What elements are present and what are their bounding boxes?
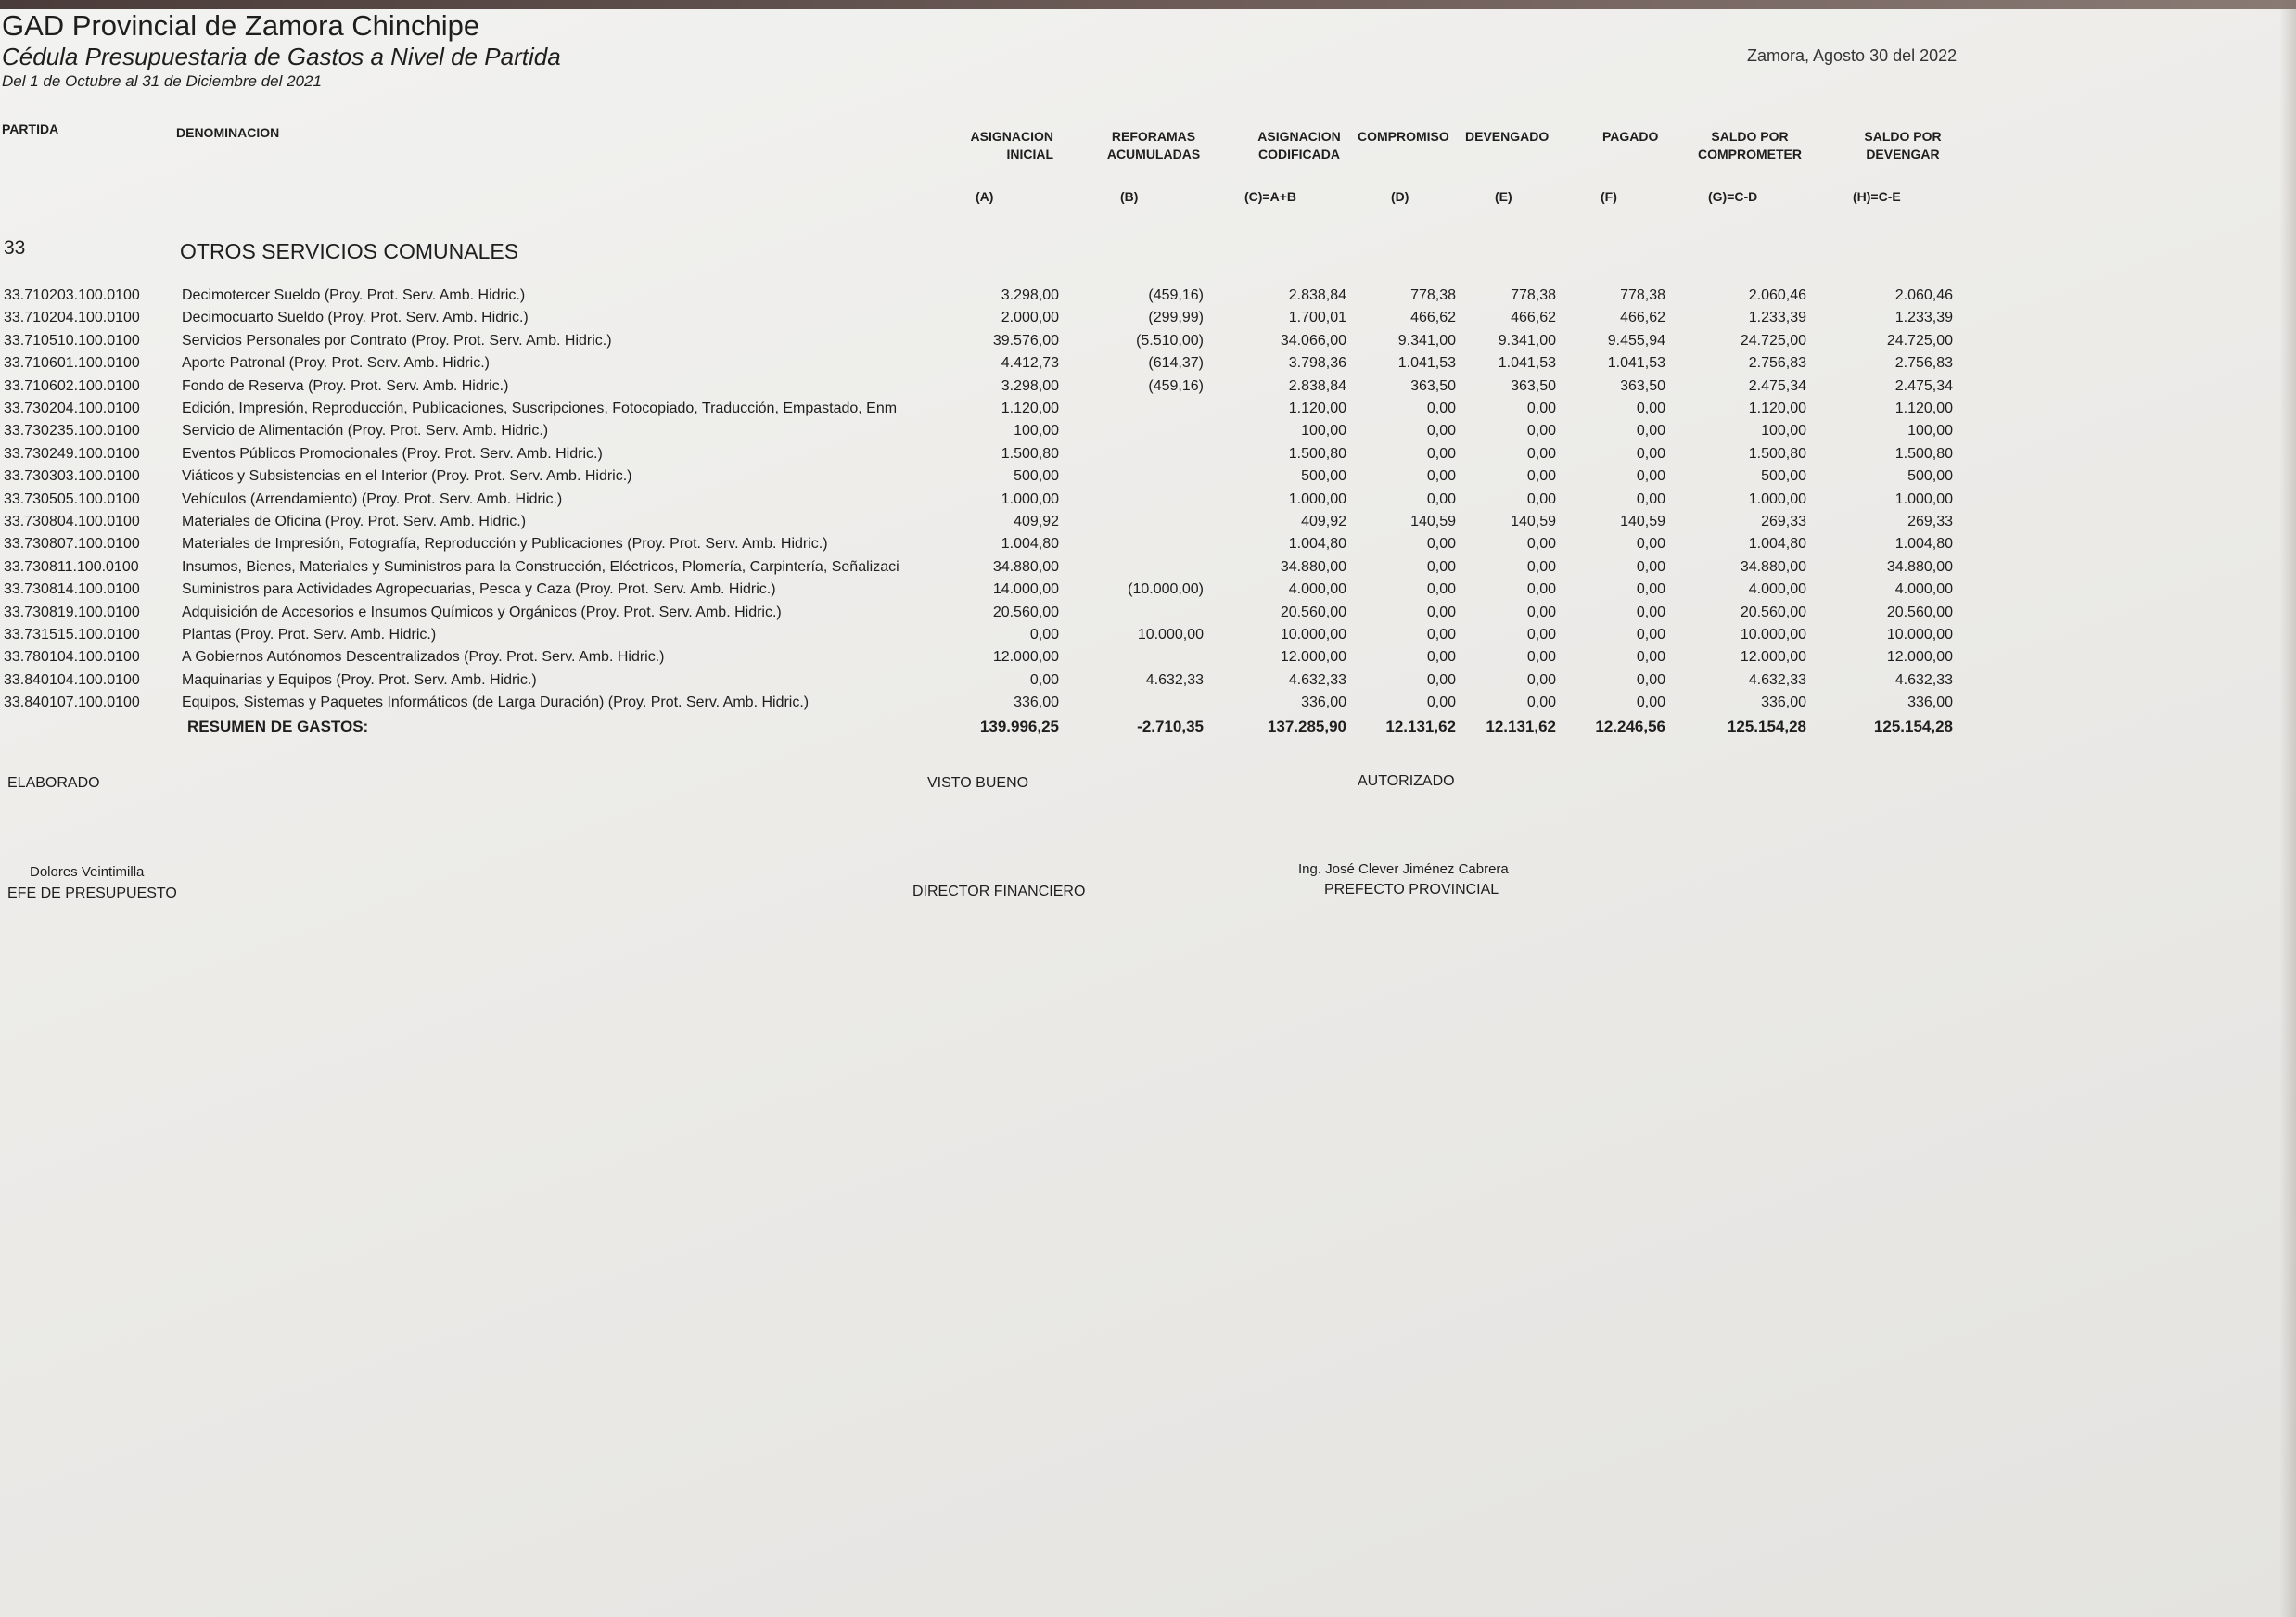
- amount-g: 4.000,00: [1748, 581, 1806, 598]
- amount-c: 500,00: [1301, 468, 1346, 485]
- autorizado-signer-name: Ing. José Clever Jiménez Cabrera: [1298, 861, 1509, 877]
- amount-b: (299,99): [1148, 310, 1204, 326]
- amount-f: 0,00: [1636, 445, 1665, 462]
- table-row: [0, 559, 2040, 581]
- col-b-code: (B): [1120, 189, 1139, 204]
- total-d: 12.131,62: [1385, 718, 1456, 735]
- partida-code: 33.710601.100.0100: [4, 355, 140, 372]
- amount-f: 0,00: [1636, 558, 1665, 575]
- denominacion-cell: Materiales de Oficina (Proy. Prot. Serv. Amb. Hidric.): [182, 514, 527, 529]
- amount-b: 10.000,00: [1137, 627, 1204, 643]
- table-row: [0, 355, 2040, 377]
- amount-g: 12.000,00: [1740, 649, 1806, 666]
- amount-g: 24.725,00: [1740, 332, 1806, 349]
- amount-a: 14.000,00: [992, 581, 1059, 598]
- amount-d: 0,00: [1426, 671, 1456, 688]
- amount-g: 34.880,00: [1740, 558, 1806, 575]
- partida-code: 33.731515.100.0100: [4, 627, 140, 643]
- denominacion-cell: Servicios Personales por Contrato (Proy. Prot. Serv. Amb. Hidric.): [182, 332, 612, 349]
- table-row: [0, 649, 2040, 671]
- col-c-code: (C)=A+B: [1244, 189, 1297, 204]
- amount-g: 336,00: [1761, 694, 1806, 711]
- visto-bueno-label: VISTO BUENO: [927, 775, 1029, 791]
- amount-d: 0,00: [1426, 423, 1456, 439]
- elaborado-signer-role: EFE DE PRESUPUESTO: [7, 885, 177, 901]
- denominacion-cell: Suministros para Actividades Agropecuarias, Pesca y Caza (Proy. Prot. Serv. Amb. Hidric.): [182, 581, 776, 598]
- amount-h: 20.560,00: [1886, 604, 1953, 620]
- col-a-line2: INICIAL: [1006, 146, 1053, 161]
- totals-label: RESUMEN DE GASTOS:: [187, 718, 369, 735]
- col-d-code: (D): [1391, 189, 1409, 204]
- amount-e: 0,00: [1526, 671, 1556, 688]
- amount-d: 0,00: [1426, 536, 1456, 553]
- elaborado-signer-name: Dolores Veintimilla: [30, 864, 145, 880]
- amount-e: 0,00: [1526, 401, 1556, 416]
- amount-c: 4.632,33: [1288, 671, 1346, 688]
- col-g-header: [1680, 128, 1819, 163]
- amount-a: 1.004,80: [1001, 536, 1059, 553]
- amount-c: 34.880,00: [1280, 558, 1346, 575]
- amount-c: 1.700,01: [1288, 310, 1346, 326]
- amount-f: 9.455,94: [1607, 332, 1665, 349]
- total-g: 125.154,28: [1727, 718, 1806, 735]
- report-period: Del 1 de Octubre al 31 de Diciembre del 2021: [2, 72, 322, 90]
- autorizado-label: AUTORIZADO: [1358, 773, 1455, 789]
- amount-g: 2.756,83: [1748, 355, 1806, 372]
- amount-h: 4.000,00: [1894, 581, 1953, 598]
- totals-row: [0, 718, 2040, 740]
- amount-a: 100,00: [1014, 423, 1059, 439]
- total-b: -2.710,35: [1137, 718, 1204, 735]
- denominacion-cell: Aporte Patronal (Proy. Prot. Serv. Amb. Hidric.): [182, 355, 490, 372]
- amount-a: 12.000,00: [992, 649, 1059, 666]
- amount-d: 0,00: [1426, 445, 1456, 462]
- amount-c: 3.798,36: [1288, 355, 1346, 372]
- table-row: [0, 491, 2040, 514]
- amount-h: 1.004,80: [1894, 536, 1953, 553]
- amount-a: 1.000,00: [1001, 490, 1059, 507]
- report-date: Zamora, Agosto 30 del 2022: [1747, 46, 1958, 65]
- col-c-line1: ASIGNACION: [1257, 129, 1341, 144]
- table-row: [0, 287, 2040, 310]
- partida-code: 33.730814.100.0100: [4, 581, 140, 598]
- amount-h: 500,00: [1907, 468, 1953, 485]
- amount-d: 0,00: [1426, 558, 1456, 575]
- amount-f: 0,00: [1636, 581, 1665, 598]
- denominacion-cell: Adquisición de Accesorios e Insumos Químicos y Orgánicos (Proy. Prot. Serv. Amb. Hidric.): [182, 604, 782, 620]
- amount-b: (459,16): [1148, 287, 1204, 303]
- amount-e: 140,59: [1511, 514, 1556, 529]
- col-denominacion-header: DENOMINACION: [176, 125, 280, 140]
- amount-d: 1.041,53: [1397, 355, 1456, 372]
- visto-bueno-signer-role: DIRECTOR FINANCIERO: [912, 884, 1086, 899]
- amount-e: 9.341,00: [1498, 332, 1556, 349]
- amount-c: 12.000,00: [1280, 649, 1346, 666]
- amount-f: 466,62: [1620, 310, 1665, 326]
- amount-c: 10.000,00: [1280, 627, 1346, 643]
- amount-h: 269,33: [1907, 514, 1953, 529]
- amount-a: 1.500,80: [1001, 445, 1059, 462]
- amount-f: 0,00: [1636, 604, 1665, 620]
- denominacion-cell: Edición, Impresión, Reproducción, Publicaciones, Suscripciones, Fotocopiado, Traducción, Empastado, Enm: [182, 401, 898, 416]
- col-d-header: COMPROMISO: [1358, 129, 1449, 144]
- amount-e: 0,00: [1526, 468, 1556, 485]
- partida-code: 33.710203.100.0100: [4, 287, 140, 303]
- amount-d: 0,00: [1426, 468, 1456, 485]
- amount-d: 0,00: [1426, 649, 1456, 666]
- amount-d: 140,59: [1410, 514, 1456, 529]
- amount-b: (5.510,00): [1136, 332, 1204, 349]
- denominacion-cell: Fondo de Reserva (Proy. Prot. Serv. Amb. Hidric.): [182, 377, 509, 394]
- amount-d: 0,00: [1426, 627, 1456, 643]
- partida-code: 33.780104.100.0100: [4, 649, 140, 666]
- col-h-line2: DEVENGAR: [1866, 146, 1940, 161]
- denominacion-cell: Plantas (Proy. Prot. Serv. Amb. Hidric.): [182, 627, 437, 643]
- autorizado-signer-role: PREFECTO PROVINCIAL: [1324, 882, 1499, 898]
- amount-h: 10.000,00: [1886, 627, 1953, 643]
- amount-c: 1.004,80: [1288, 536, 1346, 553]
- amount-c: 1.000,00: [1288, 490, 1346, 507]
- amount-e: 0,00: [1526, 558, 1556, 575]
- table-row: [0, 514, 2040, 536]
- amount-a: 2.000,00: [1001, 310, 1059, 326]
- amount-h: 2.475,34: [1894, 377, 1953, 394]
- amount-a: 0,00: [1029, 627, 1059, 643]
- amount-h: 1.233,39: [1894, 310, 1953, 326]
- amount-g: 1.233,39: [1748, 310, 1806, 326]
- amount-f: 363,50: [1620, 377, 1665, 394]
- amount-g: 1.004,80: [1748, 536, 1806, 553]
- amount-a: 39.576,00: [992, 332, 1059, 349]
- amount-f: 0,00: [1636, 401, 1665, 416]
- amount-g: 1.000,00: [1748, 490, 1806, 507]
- amount-d: 363,50: [1410, 377, 1456, 394]
- amount-g: 2.060,46: [1748, 287, 1806, 303]
- table-row: [0, 468, 2040, 490]
- denominacion-cell: Materiales de Impresión, Fotografía, Reproducción y Publicaciones (Proy. Prot. Serv. Amb. Hidric.): [182, 536, 828, 553]
- denominacion-cell: Servicio de Alimentación (Proy. Prot. Serv. Amb. Hidric.): [182, 423, 549, 439]
- denominacion-cell: Decimocuarto Sueldo (Proy. Prot. Serv. Amb. Hidric.): [182, 310, 529, 326]
- amount-d: 0,00: [1426, 694, 1456, 711]
- col-b-header: [1089, 128, 1218, 163]
- amount-h: 336,00: [1907, 694, 1953, 711]
- amount-e: 0,00: [1526, 581, 1556, 598]
- organization-name: GAD Provincial de Zamora Chinchipe: [2, 9, 480, 42]
- total-c: 137.285,90: [1267, 718, 1346, 735]
- amount-f: 0,00: [1636, 468, 1665, 485]
- table-row: [0, 401, 2040, 423]
- denominacion-cell: Decimotercer Sueldo (Proy. Prot. Serv. Amb. Hidric.): [182, 287, 526, 303]
- amount-g: 2.475,34: [1748, 377, 1806, 394]
- amount-h: 1.500,80: [1894, 445, 1953, 462]
- amount-d: 0,00: [1426, 490, 1456, 507]
- amount-g: 500,00: [1761, 468, 1806, 485]
- photo-top-edge: [0, 0, 2296, 9]
- col-c-line2: CODIFICADA: [1258, 146, 1340, 161]
- amount-g: 10.000,00: [1740, 627, 1806, 643]
- amount-c: 2.838,84: [1288, 287, 1346, 303]
- amount-e: 0,00: [1526, 649, 1556, 666]
- amount-e: 0,00: [1526, 445, 1556, 462]
- amount-c: 4.000,00: [1288, 581, 1346, 598]
- amount-c: 20.560,00: [1280, 604, 1346, 620]
- col-h-line1: SALDO POR: [1864, 129, 1942, 144]
- amount-a: 3.298,00: [1001, 287, 1059, 303]
- denominacion-cell: A Gobiernos Autónomos Descentralizados (Proy. Prot. Serv. Amb. Hidric.): [182, 649, 665, 666]
- amount-a: 20.560,00: [992, 604, 1059, 620]
- partida-code: 33.730819.100.0100: [4, 604, 140, 620]
- amount-g: 4.632,33: [1748, 671, 1806, 688]
- partida-code: 33.730303.100.0100: [4, 468, 140, 485]
- amount-h: 100,00: [1907, 423, 1953, 439]
- amount-c: 1.120,00: [1288, 401, 1346, 416]
- amount-g: 269,33: [1761, 514, 1806, 529]
- col-e-header: DEVENGADO: [1465, 129, 1550, 144]
- amount-d: 0,00: [1426, 604, 1456, 620]
- col-a-header: [937, 128, 1053, 163]
- amount-d: 466,62: [1410, 310, 1456, 326]
- amount-c: 409,92: [1301, 514, 1346, 529]
- partida-code: 33.710510.100.0100: [4, 332, 140, 349]
- amount-h: 2.060,46: [1894, 287, 1953, 303]
- section-number: 33: [4, 237, 26, 259]
- amount-b: (10.000,00): [1128, 581, 1204, 598]
- amount-d: 0,00: [1426, 401, 1456, 416]
- amount-f: 0,00: [1636, 671, 1665, 688]
- table-row: [0, 694, 2040, 717]
- amount-d: 0,00: [1426, 581, 1456, 598]
- amount-a: 500,00: [1014, 468, 1059, 485]
- partida-code: 33.730804.100.0100: [4, 514, 140, 529]
- amount-e: 363,50: [1511, 377, 1556, 394]
- amount-a: 1.120,00: [1001, 401, 1059, 416]
- total-f: 12.246,56: [1595, 718, 1665, 735]
- amount-g: 100,00: [1761, 423, 1806, 439]
- partida-code: 33.710204.100.0100: [4, 310, 140, 326]
- col-g-line2: COMPROMETER: [1698, 146, 1802, 161]
- col-c-header: [1233, 128, 1365, 163]
- col-g-line1: SALDO POR: [1711, 129, 1789, 144]
- denominacion-cell: Insumos, Bienes, Materiales y Suministros para la Construcción, Eléctricos, Plomería, Carpintería, Señalizaci: [182, 558, 899, 575]
- denominacion-cell: Equipos, Sistemas y Paquetes Informáticos (de Larga Duración) (Proy. Prot. Serv. Amb. Hidric.): [182, 694, 810, 711]
- denominacion-cell: Eventos Públicos Promocionales (Proy. Prot. Serv. Amb. Hidric.): [182, 445, 603, 462]
- col-f-code: (F): [1601, 189, 1617, 204]
- table-row: [0, 446, 2040, 468]
- document-title: Cédula Presupuestaria de Gastos a Nivel de Partida: [2, 43, 561, 70]
- total-e: 12.131,62: [1486, 718, 1556, 735]
- col-f-header: PAGADO: [1602, 129, 1659, 144]
- amount-h: 24.725,00: [1886, 332, 1953, 349]
- amount-a: 4.412,73: [1001, 355, 1059, 372]
- amount-f: 0,00: [1636, 627, 1665, 643]
- amount-g: 20.560,00: [1740, 604, 1806, 620]
- amount-a: 0,00: [1029, 671, 1059, 688]
- table-row: [0, 581, 2040, 604]
- photo-right-edge: [2279, 0, 2296, 1617]
- amount-f: 1.041,53: [1607, 355, 1665, 372]
- elaborado-label: ELABORADO: [7, 775, 100, 791]
- amount-a: 34.880,00: [992, 558, 1059, 575]
- amount-h: 2.756,83: [1894, 355, 1953, 372]
- amount-e: 0,00: [1526, 490, 1556, 507]
- amount-a: 336,00: [1014, 694, 1059, 711]
- col-h-code: (H)=C-E: [1853, 189, 1901, 204]
- amount-e: 0,00: [1526, 536, 1556, 553]
- amount-h: 1.000,00: [1894, 490, 1953, 507]
- amount-e: 466,62: [1511, 310, 1556, 326]
- amount-g: 1.120,00: [1748, 401, 1806, 416]
- amount-b: 4.632,33: [1145, 671, 1204, 688]
- denominacion-cell: Vehículos (Arrendamiento) (Proy. Prot. Serv. Amb. Hidric.): [182, 490, 563, 507]
- amount-b: (614,37): [1148, 355, 1204, 372]
- amount-e: 1.041,53: [1498, 355, 1556, 372]
- partida-code: 33.730811.100.0100: [4, 558, 139, 575]
- col-partida-header: PARTIDA: [2, 121, 59, 136]
- amount-h: 1.120,00: [1894, 401, 1953, 416]
- amount-c: 100,00: [1301, 423, 1346, 439]
- table-row: [0, 627, 2040, 649]
- table-row: [0, 536, 2040, 558]
- col-b-line2: ACUMULADAS: [1106, 146, 1201, 161]
- amount-c: 1.500,80: [1288, 445, 1346, 462]
- amount-a: 409,92: [1014, 514, 1059, 529]
- amount-g: 1.500,80: [1748, 445, 1806, 462]
- amount-d: 778,38: [1410, 287, 1456, 303]
- table-row: [0, 605, 2040, 627]
- table-row: [0, 423, 2040, 445]
- amount-f: 140,59: [1620, 514, 1665, 529]
- amount-f: 0,00: [1636, 694, 1665, 711]
- partida-code: 33.730249.100.0100: [4, 445, 140, 462]
- col-h-header: [1838, 128, 1968, 163]
- col-b-line1: REFORAMAS: [1111, 129, 1196, 144]
- amount-e: 0,00: [1526, 604, 1556, 620]
- amount-f: 0,00: [1636, 490, 1665, 507]
- total-a: 139.996,25: [979, 718, 1059, 735]
- amount-f: 0,00: [1636, 536, 1665, 553]
- partida-code: 33.730807.100.0100: [4, 536, 140, 553]
- partida-code: 33.730505.100.0100: [4, 490, 140, 507]
- amount-d: 9.341,00: [1397, 332, 1456, 349]
- amount-e: 0,00: [1526, 694, 1556, 711]
- partida-code: 33.730235.100.0100: [4, 423, 140, 439]
- table-row: [0, 378, 2040, 401]
- col-e-code: (E): [1495, 189, 1512, 204]
- table-row: [0, 672, 2040, 694]
- amount-h: 12.000,00: [1886, 649, 1953, 666]
- amount-c: 2.838,84: [1288, 377, 1346, 394]
- col-a-code: (A): [976, 189, 994, 204]
- amount-e: 0,00: [1526, 423, 1556, 439]
- amount-a: 3.298,00: [1001, 377, 1059, 394]
- section-name: OTROS SERVICIOS COMUNALES: [180, 239, 519, 263]
- col-a-line1: ASIGNACION: [970, 129, 1053, 144]
- col-g-code: (G)=C-D: [1708, 189, 1758, 204]
- amount-c: 336,00: [1301, 694, 1346, 711]
- amount-f: 0,00: [1636, 649, 1665, 666]
- table-row: [0, 333, 2040, 355]
- amount-h: 34.880,00: [1886, 558, 1953, 575]
- partida-code: 33.840104.100.0100: [4, 671, 140, 688]
- total-h: 125.154,28: [1873, 718, 1953, 735]
- amount-e: 0,00: [1526, 627, 1556, 643]
- amount-b: (459,16): [1148, 377, 1204, 394]
- denominacion-cell: Maquinarias y Equipos (Proy. Prot. Serv. Amb. Hidric.): [182, 671, 537, 688]
- partida-code: 33.730204.100.0100: [4, 401, 140, 416]
- table-row: [0, 310, 2040, 332]
- amount-e: 778,38: [1511, 287, 1556, 303]
- amount-h: 4.632,33: [1894, 671, 1953, 688]
- amount-f: 778,38: [1620, 287, 1665, 303]
- amount-c: 34.066,00: [1280, 332, 1346, 349]
- amount-f: 0,00: [1636, 423, 1665, 439]
- partida-code: 33.840107.100.0100: [4, 694, 140, 711]
- denominacion-cell: Viáticos y Subsistencias en el Interior (Proy. Prot. Serv. Amb. Hidric.): [182, 468, 632, 485]
- partida-code: 33.710602.100.0100: [4, 377, 140, 394]
